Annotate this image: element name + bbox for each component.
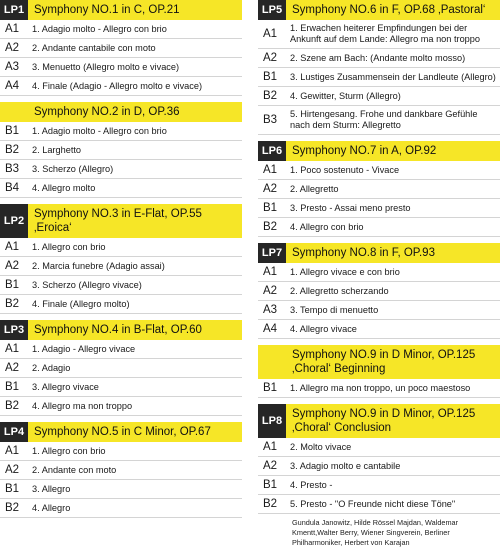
track-name: 3. Presto - Assai meno presto [290,202,411,213]
performer-credits: Gundula Janowitz, Hilde Rössel Majdan, Waldemar Kmentt,Walter Berry, Wiener Singverein, Berliner Philharmoniker, Herbert von Karajan [292,518,459,547]
lp-label: LP2 [0,204,28,238]
track-name: 5. Presto - "O Freunde nicht diese Töne" [290,498,456,509]
track-name: 5. Hirtengesang. Frohe und dankbare Gefühle nach dem Sturm: Allegretto [290,109,478,130]
lp-label [258,345,286,379]
left-column [0,0,242,518]
track-row [0,58,242,77]
track-name: 1. Adagio molto - Allegro con brio [32,125,167,136]
track-side: B3 [263,114,278,126]
track-row [0,359,242,378]
symphony-header [258,345,500,379]
track-name: 2. Marcia funebre (Adagio assai) [32,260,165,271]
symphony-header [258,243,500,263]
track-row [258,379,500,398]
track-name: 3. Allegro [32,483,71,494]
track-row [258,161,500,180]
track-row [0,39,242,58]
track-name: 4. Presto - [290,479,333,490]
track-name: 4. Allegro vivace [290,323,357,334]
symphony-title: Symphony NO.5 in C Minor, OP.67 [34,426,211,438]
track-side: B2 [263,90,278,102]
track-side: B2 [5,400,20,412]
track-side: B1 [263,71,278,83]
track-name: 2. Andante con moto [32,464,117,475]
track-name: 2. Andante cantabile con moto [32,42,156,53]
track-side: A1 [5,343,20,355]
symphony-header [0,320,242,340]
track-row [258,68,500,87]
symphony-title: Symphony NO.9 in D Minor, OP.125 ‚Choral‘ Conclusion [292,408,476,434]
track-name: 1. Allegro con brio [32,241,106,252]
track-row [0,397,242,416]
track-row [0,238,242,257]
track-side: B2 [263,498,278,510]
track-name: 4. Allegro con brio [290,221,364,232]
symphony-title: Symphony NO.8 in F, OP.93 [292,247,435,259]
track-row [0,141,242,160]
symphony-title: Symphony NO.6 in F, OP.68 ‚Pastoral‘ [292,4,486,16]
track-row [258,180,500,199]
track-name: 1. Allegro con brio [32,445,106,456]
track-name: 2. Adagio [32,362,71,373]
track-name: 2. Larghetto [32,144,82,155]
lp-label: LP3 [0,320,28,340]
track-row [258,49,500,68]
track-name: 3. Scherzo (Allegro) [32,163,114,174]
track-row [0,257,242,276]
symphony-header [0,204,242,238]
track-name: 1. Erwachen heiterer Empfindungen bei der Ankunft auf dem Lande: Allegro ma non troppo [290,23,481,44]
track-name: 3. Allegro vivace [32,381,99,392]
track-row [258,20,500,49]
track-row [0,179,242,198]
track-side: B4 [5,182,20,194]
track-row [258,218,500,237]
track-row [0,20,242,39]
track-row [258,438,500,457]
lp-label: LP8 [258,404,286,438]
track-row [0,340,242,359]
track-side: B1 [263,479,278,491]
symphony-title: Symphony NO.4 in B-Flat, OP.60 [34,324,202,336]
track-name: 2. Szene am Bach: (Andante molto mosso) [290,52,466,63]
track-side: A3 [263,304,278,316]
track-side: B1 [5,279,20,291]
symphony-title: Symphony NO.3 in E-Flat, OP.55 ‚Eroica‘ [34,208,202,234]
track-side: A1 [263,441,278,453]
track-side: A1 [5,241,20,253]
track-row [0,480,242,499]
track-side: A2 [263,460,278,472]
track-row [258,282,500,301]
track-side: B2 [5,298,20,310]
symphony-header [258,0,500,20]
track-side: B1 [5,125,20,137]
symphony-title: Symphony NO.1 in C, OP.21 [34,4,180,16]
track-name: 1. Allegro vivace e con brio [290,266,400,277]
track-side: A1 [263,266,278,278]
right-column [258,0,500,548]
track-side: A1 [263,28,278,40]
track-side: A4 [5,80,20,92]
track-side: B2 [5,502,20,514]
track-row [0,378,242,397]
track-name: 3. Adagio molto e cantabile [290,460,401,471]
track-name: 1. Adagio molto - Allegro con brio [32,23,167,34]
track-side: A2 [263,285,278,297]
track-name: 4. Finale (Allegro molto) [32,298,130,309]
track-side: B1 [263,202,278,214]
track-name: 3. Tempo di menuetto [290,304,379,315]
symphony-title: Symphony NO.7 in A, OP.92 [292,145,437,157]
track-row [258,457,500,476]
track-side: A3 [5,61,20,73]
track-name: 4. Gewitter, Sturm (Allegro) [290,90,401,101]
track-row [0,499,242,518]
track-row [0,295,242,314]
lp-label [0,102,28,122]
track-side: B3 [5,163,20,175]
track-row [0,122,242,141]
track-side: B1 [5,381,20,393]
track-side: B1 [5,483,20,495]
lp-label: LP1 [0,0,28,20]
track-side: B2 [5,144,20,156]
track-side: A2 [263,52,278,64]
track-row [0,442,242,461]
track-name: 1. Adagio - Allegro vivace [32,343,136,354]
symphony-title: Symphony NO.2 in D, OP.36 [34,106,180,118]
track-row [258,320,500,339]
track-row [0,276,242,295]
symphony-header [0,0,242,20]
lp-label: LP7 [258,243,286,263]
lp-label: LP6 [258,141,286,161]
track-name: 3. Scherzo (Allegro vivace) [32,279,142,290]
track-side: A2 [5,464,20,476]
track-side: A2 [5,260,20,272]
track-name: 4. Allegro molto [32,182,96,193]
track-side: A2 [5,42,20,54]
track-row [0,160,242,179]
track-row [258,495,500,514]
track-side: A4 [263,323,278,335]
track-row [258,106,500,135]
lp-label: LP4 [0,422,28,442]
track-name: 1. Poco sostenuto - Vivace [290,164,400,175]
track-name: 2. Molto vivace [290,441,352,452]
symphony-header [0,102,242,122]
track-side: A2 [5,362,20,374]
track-name: 4. Allegro [32,502,71,513]
symphony-header [0,422,242,442]
track-name: 2. Allegretto [290,183,339,194]
track-side: B1 [263,382,278,394]
track-row [258,476,500,495]
track-name: 3. Menuetto (Allegro molto e vivace) [32,61,180,72]
symphony-header [258,404,500,438]
lp-label: LP5 [258,0,286,20]
symphony-title: Symphony NO.9 in D Minor, OP.125 ‚Choral‘ Beginning [292,349,476,375]
track-row [258,263,500,282]
track-name: 2. Allegretto scherzando [290,285,389,296]
track-side: A2 [263,183,278,195]
track-name: 4. Finale (Adagio - Allegro molto e vivace) [32,80,203,91]
track-side: B2 [263,221,278,233]
track-row [258,199,500,218]
track-name: 4. Allegro ma non troppo [32,400,133,411]
symphony-header [258,141,500,161]
track-row [258,301,500,320]
track-name: 3. Lustiges Zusammensein der Landleute (Allegro) [290,71,496,82]
track-row [0,77,242,96]
track-name: 1. Allegro ma non troppo, un poco maestoso [290,382,471,393]
track-side: A1 [5,445,20,457]
track-row [258,87,500,106]
track-side: A1 [5,23,20,35]
track-row [0,461,242,480]
track-side: A1 [263,164,278,176]
